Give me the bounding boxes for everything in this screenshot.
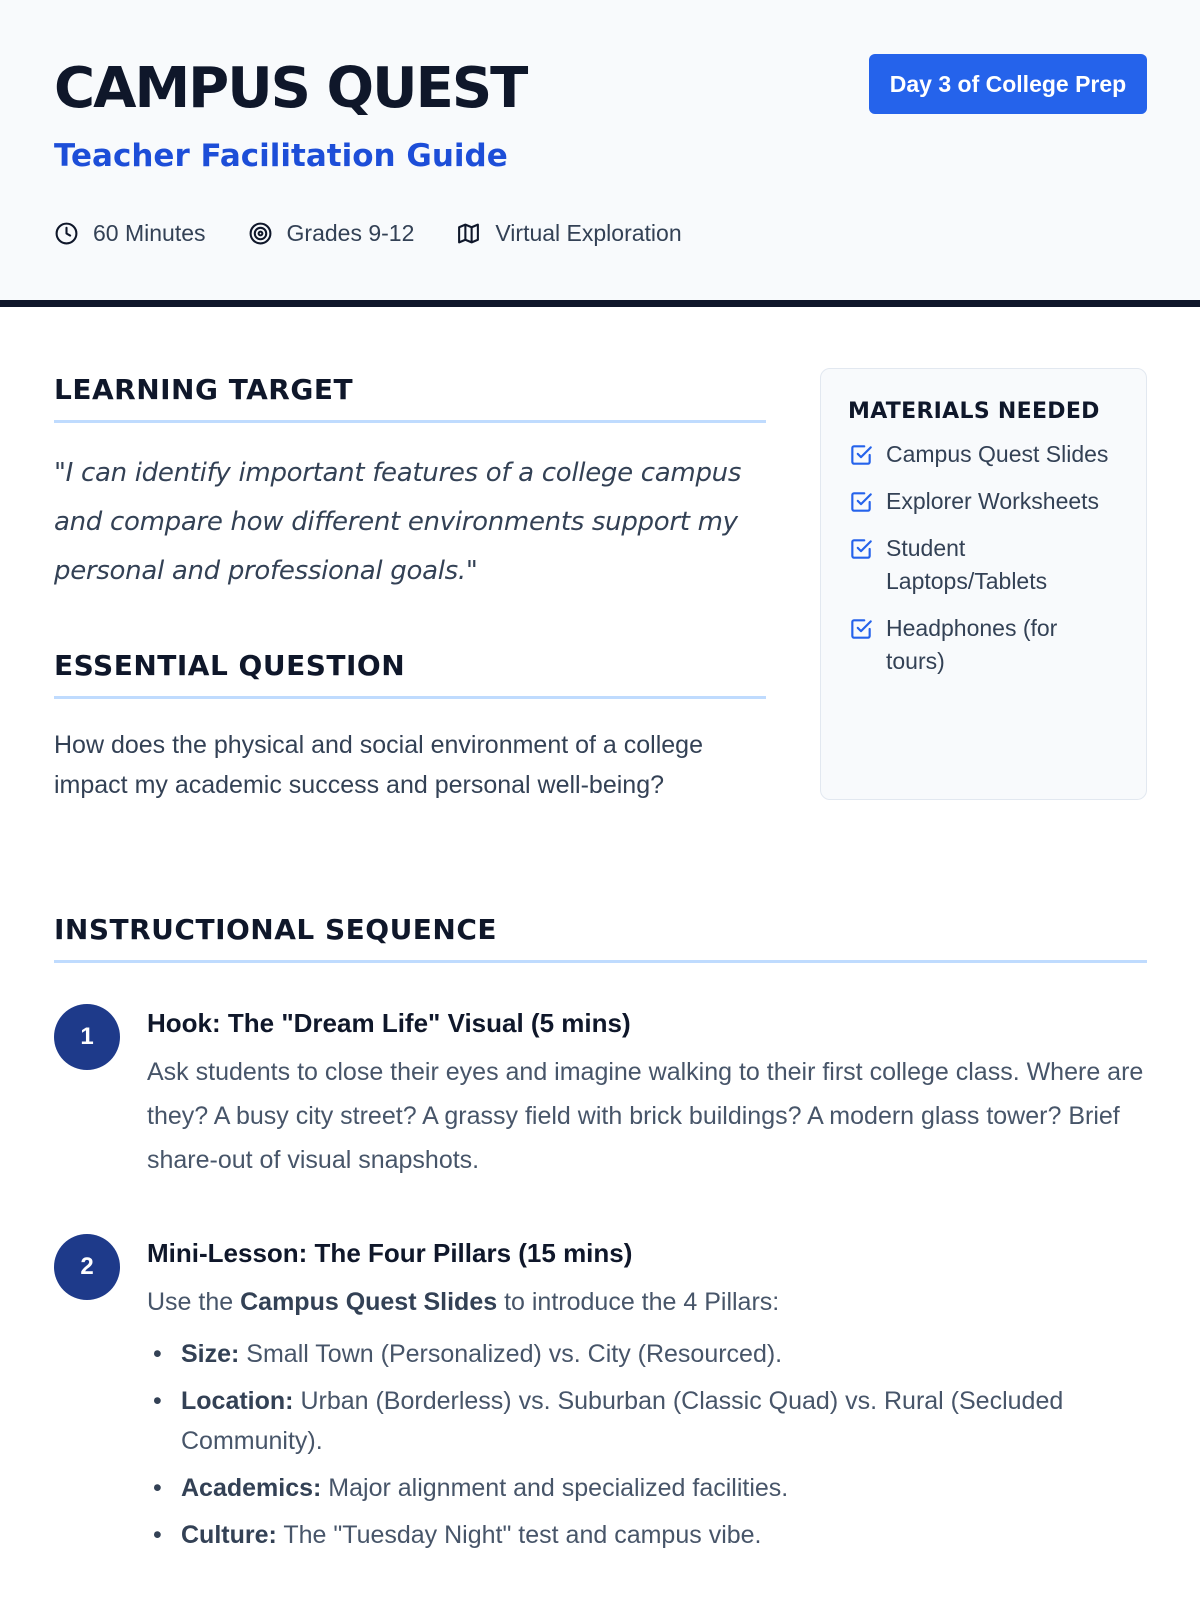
- material-label: Headphones (for tours): [886, 615, 1058, 674]
- step-body: [147, 1004, 1147, 1182]
- map-icon: [456, 221, 481, 246]
- step-title: Hook: The "Dream Life" Visual (5 mins): [147, 1008, 631, 1038]
- list-item: [147, 1334, 1147, 1374]
- checkbox-checked-icon: [848, 442, 874, 468]
- clock-icon: [54, 221, 79, 246]
- material-label: Campus Quest Slides: [886, 441, 1109, 467]
- essential-question-section: [54, 648, 766, 805]
- pillar-label: Academics:: [181, 1474, 322, 1502]
- slides-reference: Campus Quest Slides: [240, 1288, 498, 1316]
- step-description: Ask students to close their eyes and imagine walking to their first college class. Where are they? A busy city street? A grassy field with brick buildings? A modern glass tower? Brief share-out of visual snapshots.: [147, 1058, 1144, 1174]
- target-icon: [248, 221, 273, 246]
- section-heading: INSTRUCTIONAL SEQUENCE: [54, 912, 1147, 963]
- step-intro-text: Use the: [147, 1288, 241, 1316]
- pillar-text: Small Town (Personalized) vs. City (Resourced).: [239, 1340, 783, 1368]
- list-item: [147, 1468, 1147, 1508]
- learning-target-quote: "I can identify important features of a college campus and compare how different environments support my personal and professional goals.": [54, 458, 742, 586]
- step-intro-text: to introduce the 4 Pillars:: [497, 1288, 780, 1316]
- page-title: CAMPUS QUEST: [54, 56, 527, 121]
- checkbox-checked-icon: [848, 616, 874, 642]
- material-item: [848, 438, 1120, 471]
- learning-target-section: [54, 372, 766, 596]
- step-number: 2: [54, 1234, 120, 1300]
- material-item: [848, 532, 1120, 598]
- meta-duration: [54, 220, 206, 247]
- material-item: [848, 612, 1120, 678]
- pillar-text: Major alignment and specialized facilities.: [321, 1474, 789, 1502]
- list-item: [147, 1515, 1147, 1555]
- header: [0, 0, 1200, 307]
- step-intro: [147, 1280, 1147, 1324]
- meta-format: [456, 220, 681, 247]
- pillar-label: Culture:: [181, 1521, 277, 1549]
- essential-question-text: How does the physical and social environment of a college impact my academic success and personal well-being?: [54, 731, 703, 799]
- instructional-sequence-section: [54, 912, 1147, 963]
- pillar-text: The "Tuesday Night" test and campus vibe.: [276, 1521, 762, 1549]
- day-badge[interactable]: Day 3 of College Prep: [869, 54, 1147, 114]
- meta-label: Virtual Exploration: [495, 220, 682, 246]
- pillar-label: Size:: [181, 1340, 240, 1368]
- materials-card: [820, 368, 1147, 800]
- pillar-text: Urban (Borderless) vs. Suburban (Classic Quad) vs. Rural (Secluded Community).: [181, 1387, 1064, 1455]
- pillar-label: Location:: [181, 1387, 294, 1415]
- section-heading: ESSENTIAL QUESTION: [54, 648, 766, 699]
- meta-label: 60 Minutes: [93, 220, 206, 246]
- material-item: [848, 485, 1120, 518]
- page-subtitle: Teacher Facilitation Guide: [54, 138, 508, 174]
- materials-heading: MATERIALS NEEDED: [848, 399, 1100, 424]
- step-body: [147, 1234, 1147, 1562]
- checkbox-checked-icon: [848, 536, 874, 562]
- meta-label: Grades 9-12: [286, 220, 415, 246]
- step-title: Mini-Lesson: The Four Pillars (15 mins): [147, 1238, 633, 1268]
- material-label: Student Laptops/Tablets: [886, 535, 1048, 594]
- step-number: 1: [54, 1004, 120, 1070]
- meta-row: [54, 220, 724, 247]
- pillars-list: [147, 1334, 1147, 1555]
- section-heading: LEARNING TARGET: [54, 372, 766, 423]
- list-item: [147, 1381, 1147, 1461]
- meta-grades: [248, 220, 415, 247]
- material-label: Explorer Worksheets: [886, 488, 1100, 514]
- checkbox-checked-icon: [848, 489, 874, 515]
